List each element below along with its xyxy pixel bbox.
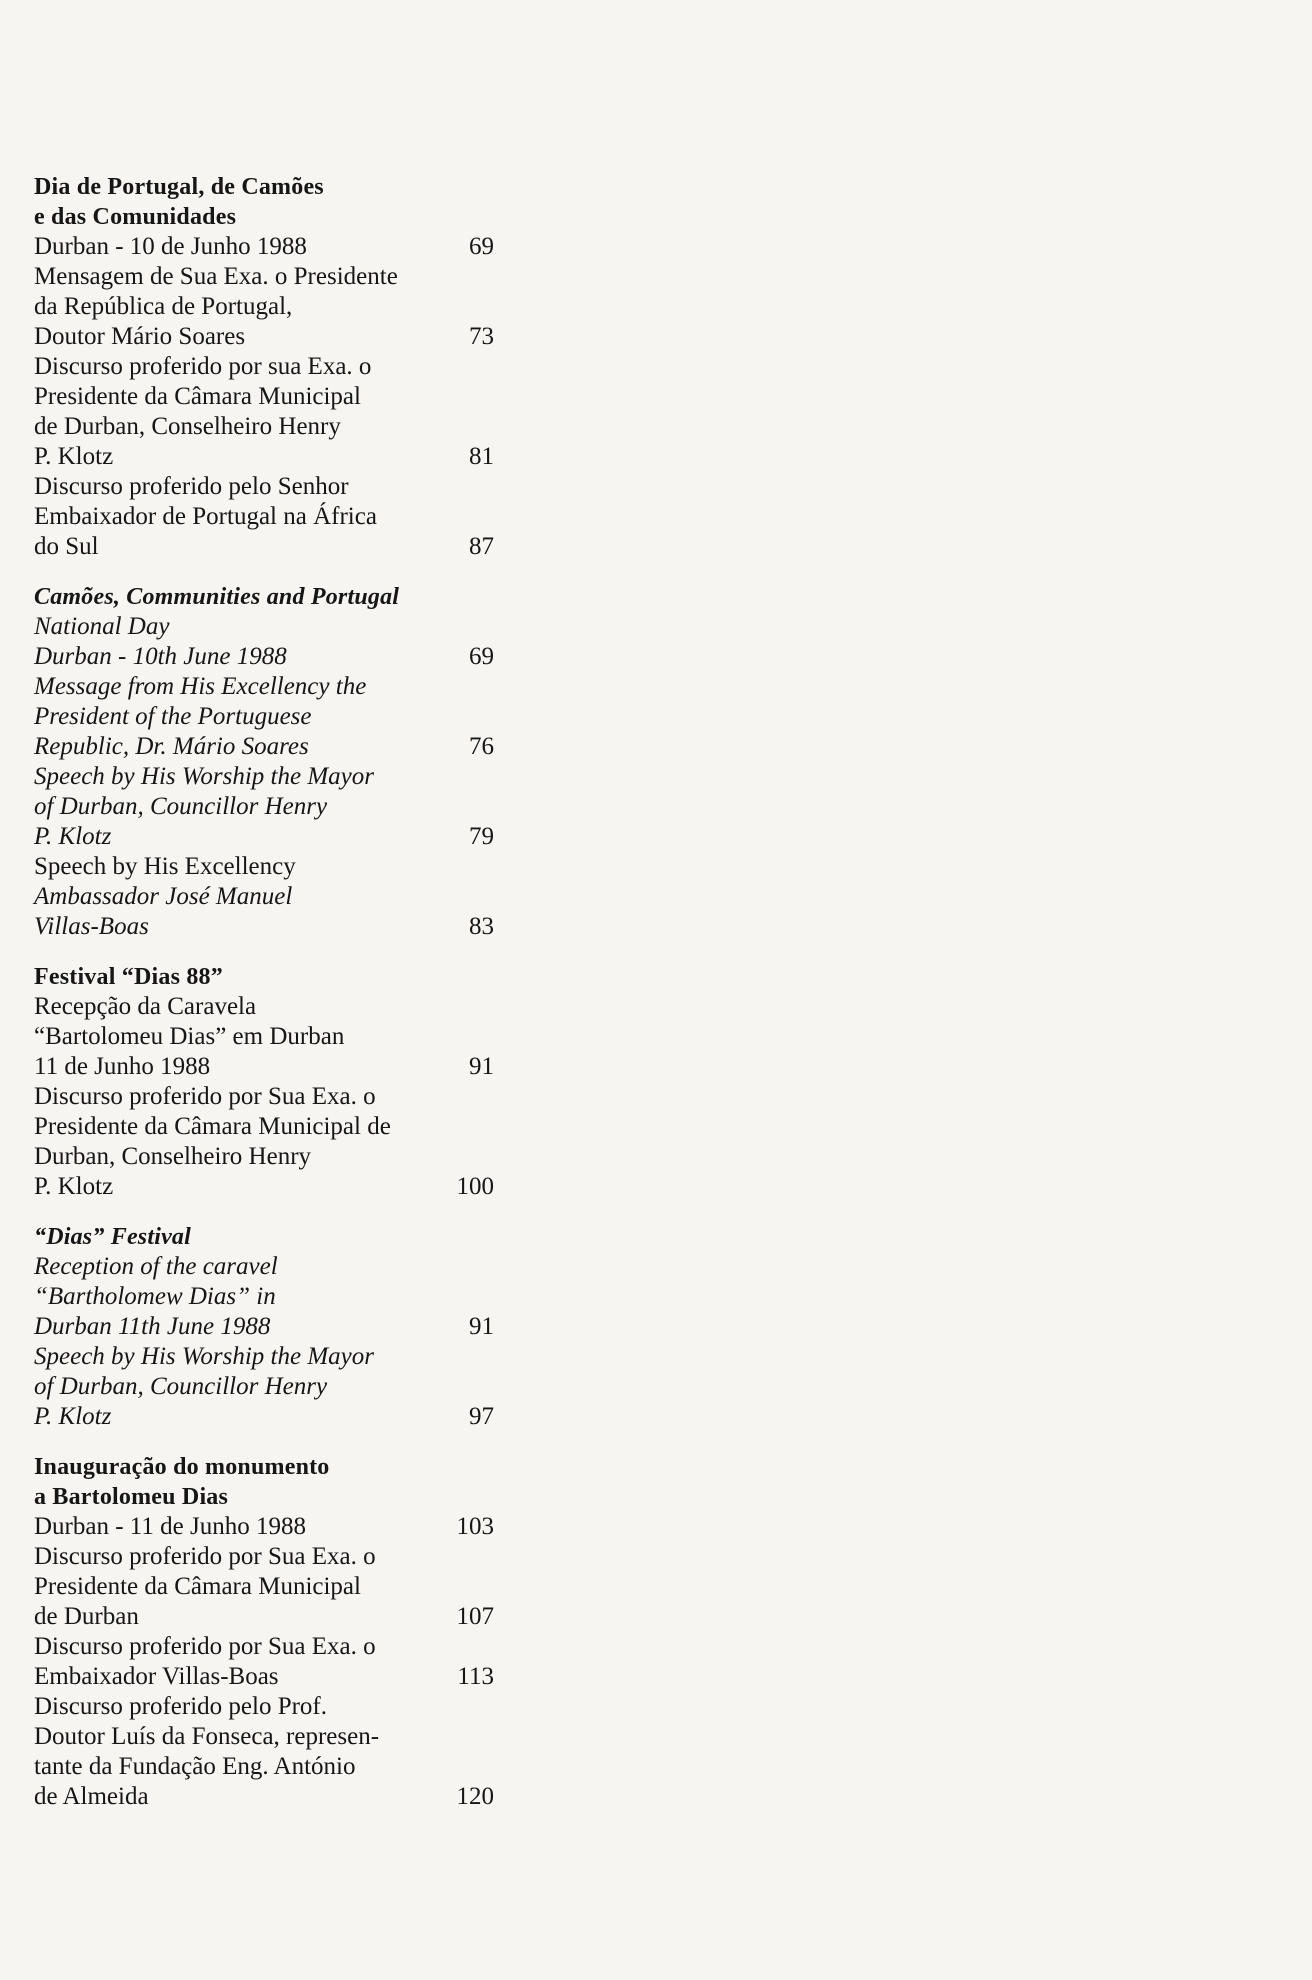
entry-line: Presidente da Câmara Municipal de xyxy=(34,1113,391,1140)
toc-entry xyxy=(34,1692,494,1812)
entry-line: do Sul xyxy=(34,533,99,560)
heading-line: Camões, Communities and Portugal xyxy=(34,584,400,610)
entry-line: Reception of the caravel xyxy=(34,1253,278,1280)
page-number: 79 xyxy=(469,823,494,850)
entry-line: Discurso proferido pelo Prof. xyxy=(34,1693,327,1720)
entry-line: Embaixador de Portugal na África xyxy=(34,503,377,530)
entry-line: Discurso proferido por Sua Exa. o xyxy=(34,1633,376,1660)
entry-line: Doutor Luís da Fonseca, represen- xyxy=(34,1723,380,1750)
toc-entry xyxy=(34,762,494,852)
toc-section xyxy=(34,1452,494,1812)
entry-line: Discurso proferido por Sua Exa. o xyxy=(34,1543,376,1570)
toc-entry xyxy=(34,1082,494,1202)
page-number: 76 xyxy=(469,733,494,760)
toc-section xyxy=(34,962,494,1202)
section-heading xyxy=(34,1222,494,1252)
section-heading xyxy=(34,962,494,992)
page-number: 97 xyxy=(469,1403,494,1430)
entry-line: Durban - 10 de Junho 1988 xyxy=(34,233,307,260)
page-number: 100 xyxy=(456,1173,494,1200)
heading-line: Inauguração do monumento xyxy=(34,1454,330,1480)
entry-line: “Bartholomew Dias” in xyxy=(34,1283,276,1310)
entry-line: of Durban, Councillor Henry xyxy=(34,1373,328,1400)
heading-line: Dia de Portugal, de Camões xyxy=(34,174,324,200)
entry-line: Durban 11th June 1988 xyxy=(34,1313,271,1340)
entry-line: Discurso proferido por Sua Exa. o xyxy=(34,1083,376,1110)
entry-line: Speech by His Excellency xyxy=(34,853,296,880)
entry-line: Message from His Excellency the xyxy=(34,673,367,700)
toc-section xyxy=(34,582,494,942)
toc-entry xyxy=(34,1342,494,1432)
entry-line: Speech by His Worship the Mayor xyxy=(34,763,374,790)
entry-line: Durban - 11 de Junho 1988 xyxy=(34,1513,306,1540)
page-number: 91 xyxy=(469,1313,494,1340)
entry-line: Republic, Dr. Mário Soares xyxy=(34,733,309,760)
heading-line: “Dias” Festival xyxy=(34,1224,191,1250)
toc-entry xyxy=(34,1632,494,1692)
entry-line: Embaixador Villas-Boas xyxy=(34,1663,279,1690)
toc-entry xyxy=(34,1542,494,1632)
section-heading xyxy=(34,582,494,612)
page-number: 81 xyxy=(469,443,494,470)
entry-line: P. Klotz xyxy=(34,1173,114,1200)
entry-line: Ambassador José Manuel xyxy=(34,883,293,910)
page-number: 73 xyxy=(469,323,494,350)
page-number: 87 xyxy=(469,533,494,560)
page-number: 69 xyxy=(469,643,494,670)
entry-line: Speech by His Worship the Mayor xyxy=(34,1343,374,1370)
entry-line: Recepção da Caravela xyxy=(34,993,257,1020)
entry-line: Presidente da Câmara Municipal xyxy=(34,1573,361,1600)
toc-entry xyxy=(34,992,494,1082)
entry-line: da República de Portugal, xyxy=(34,293,293,320)
toc-entry xyxy=(34,672,494,762)
toc-section xyxy=(34,1222,494,1432)
entry-line: Discurso proferido por sua Exa. o xyxy=(34,353,372,380)
entry-line: tante da Fundação Eng. António xyxy=(34,1753,356,1780)
page-number: 107 xyxy=(456,1603,494,1630)
page-number: 69 xyxy=(469,233,494,260)
entry-line: Mensagem de Sua Exa. o Presidente xyxy=(34,263,398,290)
entry-line: Durban, Conselheiro Henry xyxy=(34,1143,312,1170)
toc-entry xyxy=(34,1512,494,1542)
entry-line: Doutor Mário Soares xyxy=(34,323,246,350)
entry-line: 11 de Junho 1988 xyxy=(34,1053,211,1080)
page-number: 103 xyxy=(456,1513,494,1540)
toc-entry xyxy=(34,852,494,942)
table-of-contents xyxy=(34,172,494,1832)
entry-line: de Durban, Conselheiro Henry xyxy=(34,413,341,440)
entry-line: P. Klotz xyxy=(34,823,112,850)
toc-section xyxy=(34,172,494,562)
entry-line: P. Klotz xyxy=(34,443,114,470)
entry-line: Durban - 10th June 1988 xyxy=(34,643,287,670)
heading-line: Festival “Dias 88” xyxy=(34,964,223,990)
toc-entry xyxy=(34,1252,494,1342)
toc-entry xyxy=(34,612,494,672)
toc-entry xyxy=(34,352,494,472)
entry-line: Discurso proferido pelo Senhor xyxy=(34,473,349,500)
heading-line: a Bartolomeu Dias xyxy=(34,1484,229,1510)
entry-line: President of the Portuguese xyxy=(34,703,312,730)
entry-line: of Durban, Councillor Henry xyxy=(34,793,328,820)
section-heading xyxy=(34,1452,494,1512)
heading-line: e das Comunidades xyxy=(34,204,237,230)
entry-line: “Bartolomeu Dias” em Durban xyxy=(34,1023,345,1050)
entry-line: P. Klotz xyxy=(34,1403,112,1430)
page-number: 120 xyxy=(456,1783,494,1810)
entry-line: National Day xyxy=(34,613,170,640)
toc-entry xyxy=(34,472,494,562)
entry-line: Villas-Boas xyxy=(34,913,149,940)
page-number: 113 xyxy=(457,1663,494,1690)
toc-entry xyxy=(34,232,494,262)
page-number: 91 xyxy=(469,1053,494,1080)
toc-entry xyxy=(34,262,494,352)
page-number: 83 xyxy=(469,913,494,940)
section-heading xyxy=(34,172,494,232)
entry-line: de Almeida xyxy=(34,1783,149,1810)
entry-line: de Durban xyxy=(34,1603,139,1630)
entry-line: Presidente da Câmara Municipal xyxy=(34,383,361,410)
